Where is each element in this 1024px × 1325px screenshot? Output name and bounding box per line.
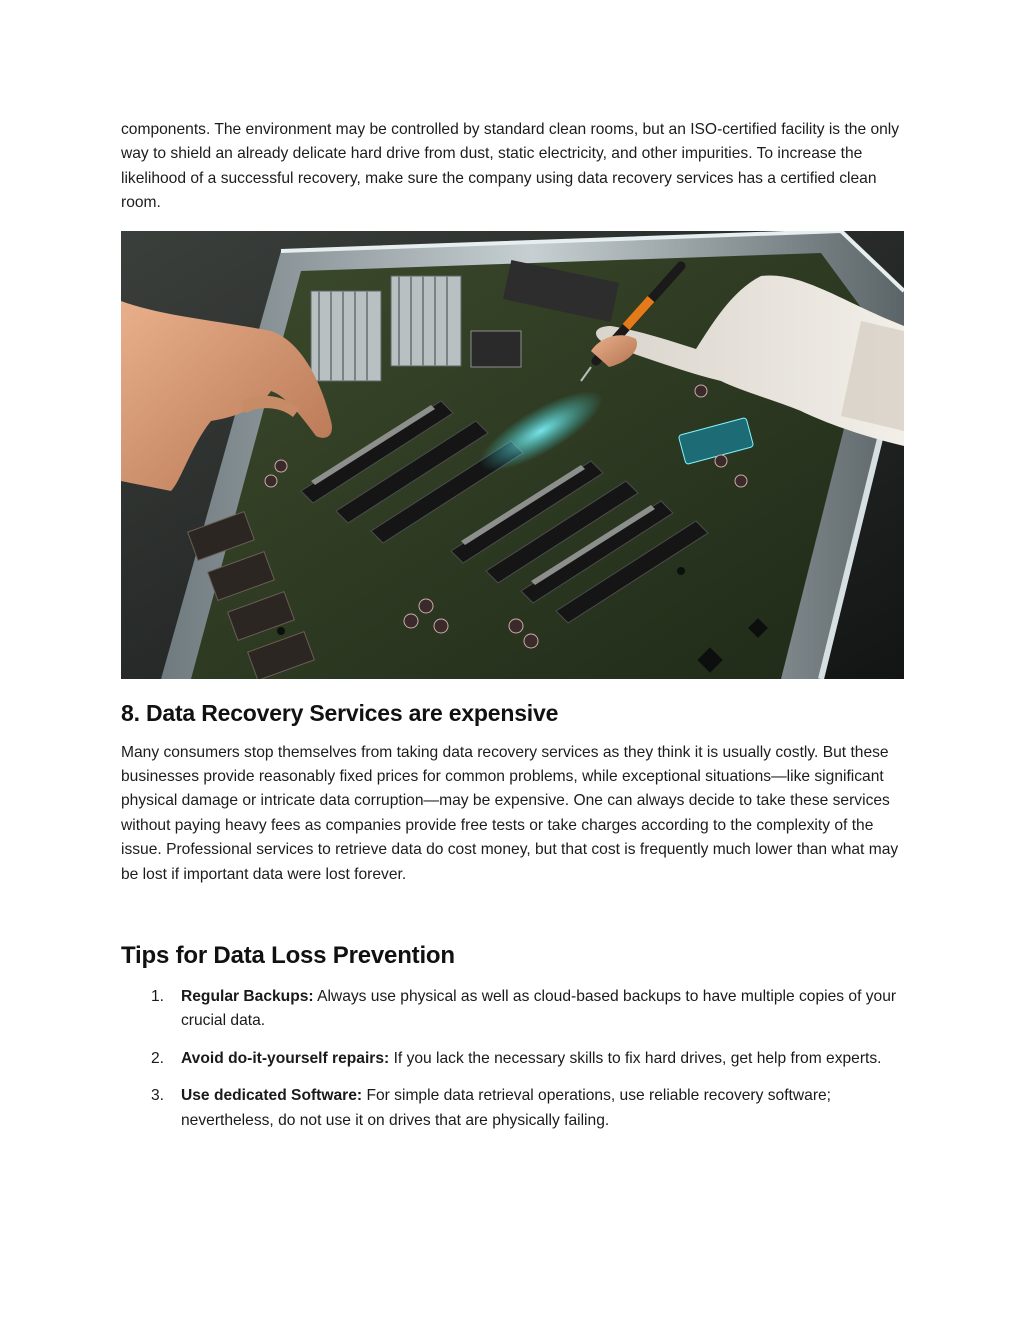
tips-list <box>121 985 905 1133</box>
list-item-number: 1. <box>151 988 165 1006</box>
tips-heading: Tips for Data Loss Prevention <box>121 942 455 970</box>
page-content <box>121 118 905 1146</box>
intro-paragraph: components. The environment may be controlled by standard clean rooms, but an ISO-certified facility is the only way to shield an already delicate hard drive from dust, static electricity, and other impurities. To increase the likelihood of a successful recovery, make sure the company using data recovery services has a certified clean room. <box>121 121 900 212</box>
list-item-text: If you lack the necessary skills to fix hard drives, get help from experts. <box>389 1049 882 1067</box>
list-item-title: Avoid do-it-yourself repairs: <box>181 1049 390 1067</box>
list-item-title: Regular Backups: <box>181 988 314 1006</box>
section-8-paragraph: Many consumers stop themselves from taking data recovery services as they think it is usually costly. But these businesses provide reasonably fixed prices for common problems, while exceptional situations—like significant physical damage or intricate data corruption—may be expensive. One can always decide to take these services without paying heavy fees as companies provide free tests or take charges according to the complexity of the issue. Professional services to retrieve data do cost money, but that cost is frequently much lower than what may be lost if important data were lost forever. <box>121 743 899 883</box>
list-item-number: 2. <box>151 1049 165 1067</box>
motherboard-repair-photo <box>121 231 904 679</box>
list-item-text: Always use physical as well as cloud-based backups to have multiple copies of your crucial data. <box>181 988 897 1030</box>
motherboard-illustration <box>121 231 904 679</box>
list-item-number: 3. <box>151 1087 165 1105</box>
list-item <box>121 1047 905 1071</box>
list-item <box>121 985 905 1034</box>
section-8-heading: 8. Data Recovery Services are expensive <box>121 699 559 726</box>
list-item <box>121 1084 905 1133</box>
list-item-title: Use dedicated Software: <box>181 1087 363 1105</box>
list-item-text: For simple data retrieval operations, use reliable recovery software; nevertheless, do not use it on drives that are physically failing. <box>181 1087 832 1129</box>
